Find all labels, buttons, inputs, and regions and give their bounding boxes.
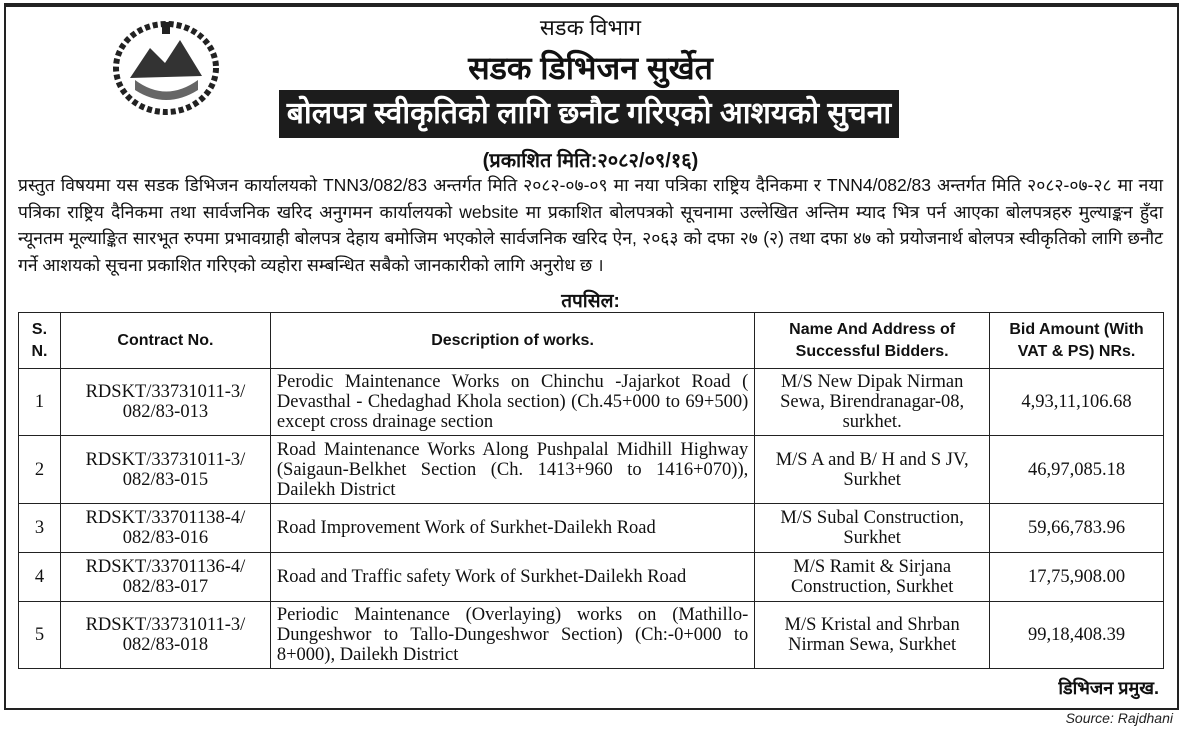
cell-contract: RDSKT/33731011-3/ 082/83-018 (60, 602, 270, 669)
department-name: सडक विभाग (539, 15, 642, 40)
cell-sn: 2 (19, 436, 61, 504)
table-row (19, 369, 1164, 436)
division-name: सडक डिभिजन सुर्खेत (468, 50, 713, 86)
details-label: तपसिल: (561, 291, 620, 312)
table-row (19, 553, 1164, 602)
cell-amount: 4,93,11,106.68 (990, 369, 1164, 436)
cell-sn: 1 (19, 369, 61, 436)
cell-contract: RDSKT/33701136-4/ 082/83-017 (60, 553, 270, 602)
cell-sn: 5 (19, 602, 61, 669)
cell-sn: 4 (19, 553, 61, 602)
header-contract-no: Contract No. (60, 313, 270, 369)
cell-bidder: M/S A and B/ H and S JV, Surkhet (755, 436, 990, 504)
source-credit: Source: Rajdhani (1065, 710, 1173, 726)
cell-amount: 46,97,085.18 (990, 436, 1164, 504)
notice-paragraph: प्रस्तुत विषयमा यस सडक डिभिजन कार्यालयको TNN3/082/83 अन्तर्गत मिति २०८२-०७-०९ मा नया पत्रिका राष्ट्रिय दैनिकमा र TNN4/082/83 अन्तर्गत मिति २०८२-०७-२८ मा नया पत्रिका राष्ट्रिय दैनिकमा तथा सार्वजनिक खरिद अनुगमन कार्यालयको website मा प्रकाशित बोलपत्रको सूचनामा उल्लेखित अन्तिम म्याद भित्र पर्न आएका बोलपत्रहरु मुल्याङ्कन हुँदा न्यूनतम मूल्याङ्कित सारभूत रुपमा प्रभावग्राही बोलपत्र देहाय बमोजिम भएकोले सार्वजनिक खरिद ऐन, २०६३ को दफा २७ (२) तथा दफा ४७ को प्रयोजनार्थ बोलपत्र स्वीकृतिको लागि छनौट गर्ने आशयको सूचना प्रकाशित गरिएको व्यहोरा सम्बन्धित सबैको जानकारीको लागि अनुरोध छ । (18, 175, 1163, 275)
cell-amount: 59,66,783.96 (990, 504, 1164, 553)
cell-bidder: M/S Kristal and Shrban Nirman Sewa, Surkhet (755, 602, 990, 669)
cell-description: Periodic Maintenance (Overlaying) works on (Mathillo-Dungeshwor to Tallo-Dungeshwor Section) (Ch:-0+000 to 8+000), Dailekh District (270, 602, 754, 669)
published-date: (प्रकाशित मिति:२०८२/०९/१६) (482, 150, 699, 172)
bidders-table (18, 312, 1164, 669)
header-description: Description of works. (270, 313, 754, 369)
table-row (19, 436, 1164, 504)
table-row (19, 602, 1164, 669)
cell-description: Road Improvement Work of Surkhet-Dailekh Road (270, 504, 754, 553)
table-row (19, 504, 1164, 553)
cell-sn: 3 (19, 504, 61, 553)
notice-title-banner: बोलपत्र स्वीकृतिको लागि छनौट गरिएको आशयको सुचना (279, 90, 899, 138)
cell-amount: 99,18,408.39 (990, 602, 1164, 669)
cell-contract: RDSKT/33701138-4/ 082/83-016 (60, 504, 270, 553)
table-header-row (19, 313, 1164, 369)
cell-description: Road and Traffic safety Work of Surkhet-Dailekh Road (270, 553, 754, 602)
signature-division-chief: डिभिजन प्रमुख. (1058, 678, 1159, 698)
cell-description: Perodic Maintenance Works on Chinchu -Jajarkot Road ( Devasthal - Chedaghad Khola section) (Ch.45+000 to 69+500) except cross drainage section (270, 369, 754, 436)
cell-amount: 17,75,908.00 (990, 553, 1164, 602)
header-bidder: Name And Address of Successful Bidders. (755, 313, 990, 369)
cell-contract: RDSKT/33731011-3/ 082/83-013 (60, 369, 270, 436)
cell-bidder: M/S Ramit & Sirjana Construction, Surkhet (755, 553, 990, 602)
header-sn: S. N. (19, 313, 61, 369)
cell-description: Road Maintenance Works Along Pushpalal Midhill Highway (Saigaun-Belkhet Section (Ch. 1413+960 to 1416+070)), Dailekh District (270, 436, 754, 504)
cell-bidder: M/S Subal Construction, Surkhet (755, 504, 990, 553)
cell-contract: RDSKT/33731011-3/ 082/83-015 (60, 436, 270, 504)
header-bid-amount: Bid Amount (With VAT & PS) NRs. (990, 313, 1164, 369)
cell-bidder: M/S New Dipak Nirman Sewa, Birendranagar-08, surkhet. (755, 369, 990, 436)
